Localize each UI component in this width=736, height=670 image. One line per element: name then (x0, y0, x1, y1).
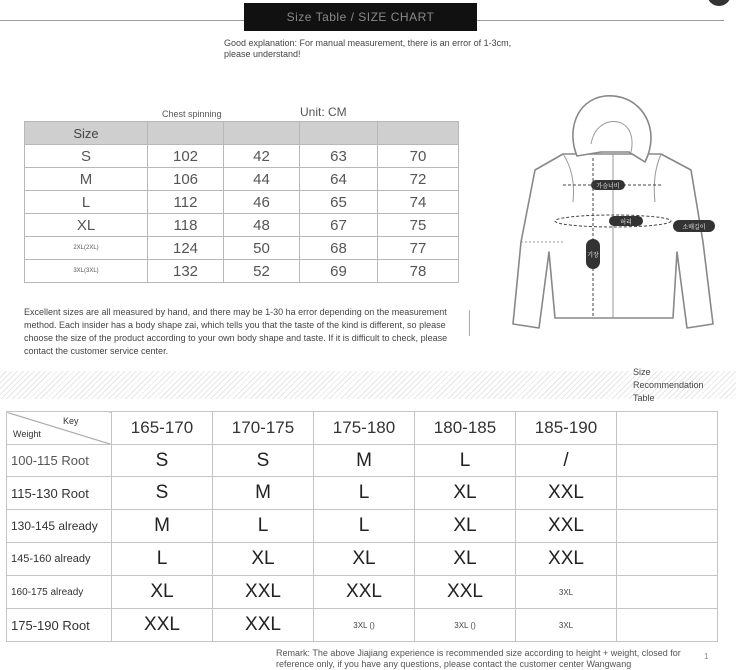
size-cell: L (314, 510, 415, 543)
table-row (7, 543, 718, 576)
length-label: 기장 (587, 253, 599, 259)
shoulder-cell: 52 (224, 260, 300, 283)
sleeve-cell: 63 (300, 145, 378, 168)
note-divider (469, 310, 470, 336)
chest-cell: 124 (148, 237, 224, 260)
shoulder-cell: 50 (224, 237, 300, 260)
table-header-row (25, 122, 459, 145)
size-cell: 3XL () (415, 609, 516, 642)
size-cell: XL (415, 477, 516, 510)
size-cell: 3XL(3XL) (25, 260, 148, 283)
height-header: 165-170 (112, 412, 213, 445)
size-cell: 2XL(2XL) (25, 237, 148, 260)
height-header: 180-185 (415, 412, 516, 445)
weight-cell: 175-190 Root (7, 609, 112, 642)
size-cell: S (112, 445, 213, 477)
sleeve-cell: 65 (300, 191, 378, 214)
section-separator (0, 371, 736, 399)
size-cell: L (213, 510, 314, 543)
size-cell: XL (112, 576, 213, 609)
sleeve-cell: 67 (300, 214, 378, 237)
corner-weight-label: Weight (13, 429, 41, 439)
table-row (25, 191, 459, 214)
chest-cell: 102 (148, 145, 224, 168)
length-cell: 75 (378, 214, 459, 237)
corner-key-label: Key (63, 416, 79, 426)
size-recommendation-table (6, 411, 718, 642)
size-cell: XXL (213, 576, 314, 609)
table-row (7, 477, 718, 510)
table-header-row (7, 412, 718, 445)
sleeve-cell: 64 (300, 168, 378, 191)
size-cell: S (213, 445, 314, 477)
shoulder-cell: 46 (224, 191, 300, 214)
size-cell: XXL (516, 477, 617, 510)
weight-cell: 130-145 already (7, 510, 112, 543)
shoulder-cell: 42 (224, 145, 300, 168)
chest-cell: 112 (148, 191, 224, 214)
size-cell: 3XL (516, 609, 617, 642)
size-measurement-table (24, 121, 459, 283)
length-cell: 77 (378, 237, 459, 260)
size-cell: 3XL () (314, 609, 415, 642)
size-cell: XL (415, 543, 516, 576)
chest-column-header: Chest spinning (162, 109, 222, 119)
table-row (7, 609, 718, 642)
size-cell: 3XL (516, 576, 617, 609)
table-row (7, 510, 718, 543)
table-row (7, 576, 718, 609)
size-cell: L (415, 445, 516, 477)
size-cell: L (25, 191, 148, 214)
sleeve-cell: 68 (300, 237, 378, 260)
sleeve-label: 소매길이 (682, 225, 706, 231)
chest-cell: 106 (148, 168, 224, 191)
table-row (25, 237, 459, 260)
weight-cell: 160-175 already (7, 576, 112, 609)
size-cell: S (112, 477, 213, 510)
chest-cell: 118 (148, 214, 224, 237)
size-cell: L (314, 477, 415, 510)
size-cell: L (112, 543, 213, 576)
jacket-illustration (505, 92, 735, 334)
table-row (7, 445, 718, 477)
size-cell: XXL (314, 576, 415, 609)
size-cell: XXL (213, 609, 314, 642)
size-cell: XL (314, 543, 415, 576)
table-row (25, 214, 459, 237)
length-cell: 72 (378, 168, 459, 191)
length-cell: 74 (378, 191, 459, 214)
table-row (25, 168, 459, 191)
size-cell: / (516, 445, 617, 477)
table-row (25, 260, 459, 283)
weight-cell: 145-160 already (7, 543, 112, 576)
table-row (25, 145, 459, 168)
waist-label: 허리 (620, 220, 632, 226)
measurement-explanation: Good explanation: For manual measurement, there is an error of 1-3cm, please understand! (224, 38, 512, 59)
key-weight-corner (7, 412, 112, 445)
size-cell: XL (415, 510, 516, 543)
remark-text: Remark: The above Jiajiang experience is recommended size according to height + weight, closed for reference only, if you have any questions, please contact the customer center Wangwang (276, 648, 681, 669)
size-cell: XXL (112, 609, 213, 642)
length-cell: 78 (378, 260, 459, 283)
recommendation-title: Size Recommendation Table (633, 367, 704, 403)
size-cell: XXL (516, 543, 617, 576)
size-cell: XXL (516, 510, 617, 543)
weight-cell: 100-115 Root (7, 445, 112, 477)
size-cell: M (25, 168, 148, 191)
size-chart-title: Size Table / SIZE CHART (244, 3, 477, 31)
chest-label: 가슴너비 (596, 184, 620, 190)
chest-cell: 132 (148, 260, 224, 283)
size-cell: M (213, 477, 314, 510)
height-header: 175-180 (314, 412, 415, 445)
size-cell: XL (25, 214, 148, 237)
length-cell: 70 (378, 145, 459, 168)
sleeve-cell: 69 (300, 260, 378, 283)
measurement-note: Excellent sizes are all measured by hand, and there may be 1-30 ha error depending on the measurement method. Each insider has a body shape zai, which tells you that the taste of the kind is different, so please choose the size of the product according to your own body shape and taste. If it is difficult to check, please contact the customer service center. (24, 307, 448, 356)
shoulder-cell: 44 (224, 168, 300, 191)
remark-tail: 1 (704, 652, 709, 661)
size-cell: M (112, 510, 213, 543)
height-header: 170-175 (213, 412, 314, 445)
size-column-header: Size (25, 122, 148, 145)
size-cell: XXL (415, 576, 516, 609)
unit-label: Unit: CM (300, 105, 347, 119)
size-cell: M (314, 445, 415, 477)
size-cell: S (25, 145, 148, 168)
height-header: 185-190 (516, 412, 617, 445)
weight-cell: 115-130 Root (7, 477, 112, 510)
size-cell: XL (213, 543, 314, 576)
shoulder-cell: 48 (224, 214, 300, 237)
